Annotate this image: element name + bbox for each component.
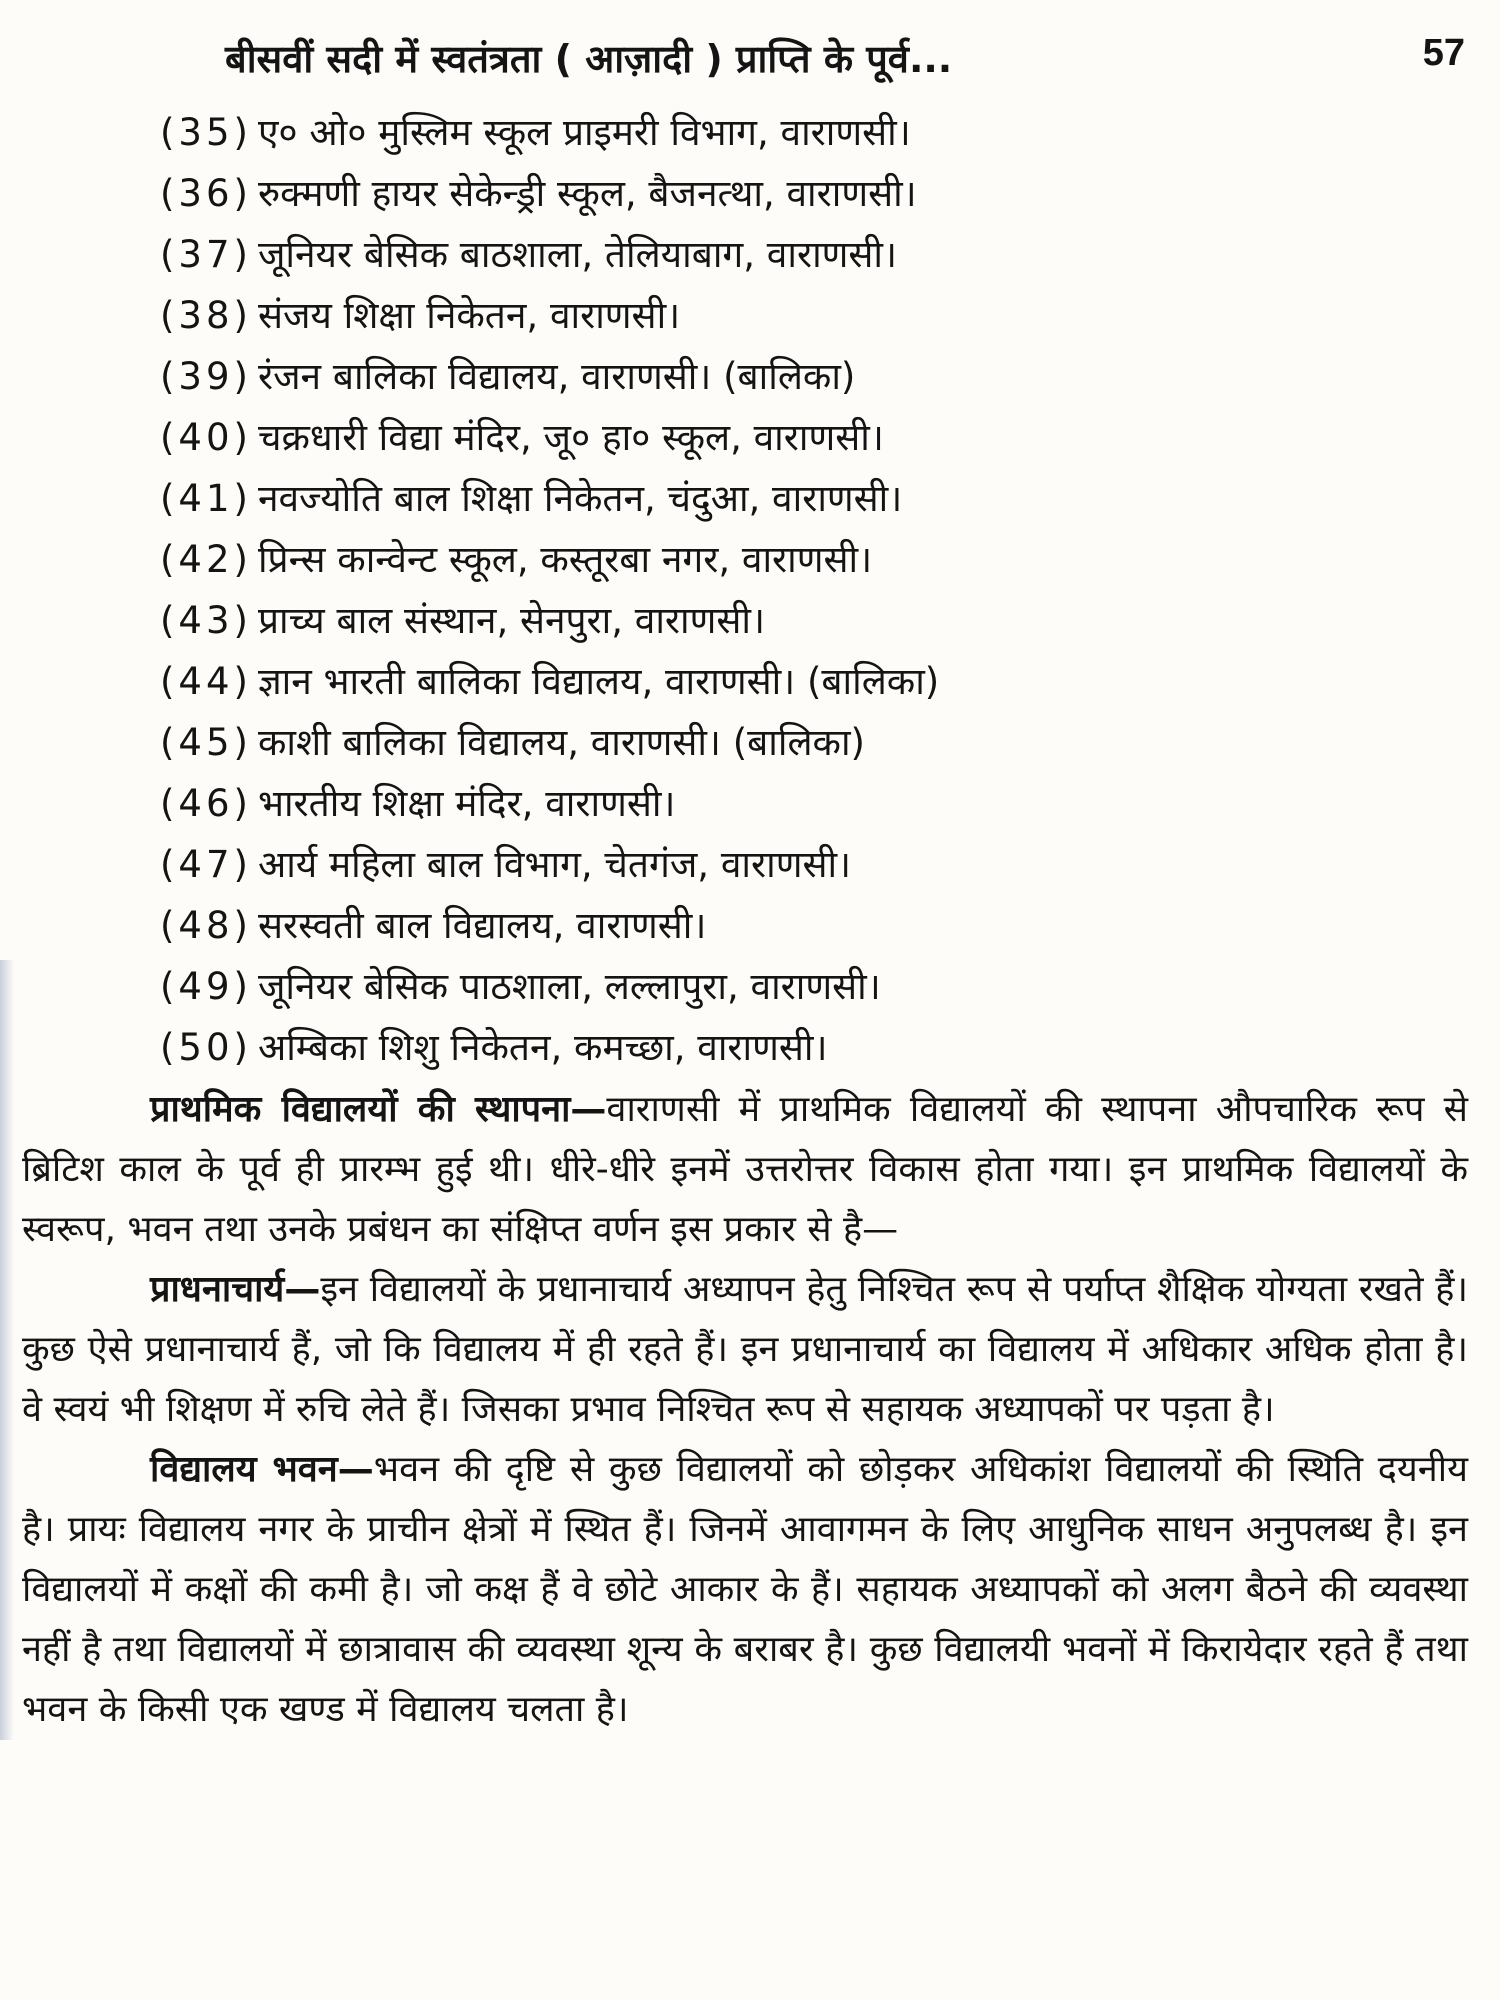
item-number: (43): [160, 599, 252, 642]
item-number: (42): [160, 538, 252, 581]
item-number: (41): [160, 477, 252, 520]
school-item: [160, 346, 1400, 407]
item-text: नवज्योति बाल शिक्षा निकेतन, चंदुआ, वाराणसी।: [257, 477, 903, 520]
school-list: [160, 102, 1400, 1078]
school-item: [160, 468, 1400, 529]
paragraph-school-building: [22, 1440, 1468, 1740]
school-item: [160, 712, 1400, 773]
item-text: भारतीय शिक्षा मंदिर, वाराणसी।: [257, 782, 676, 825]
item-text: जूनियर बेसिक पाठशाला, लल्लापुरा, वाराणसी।: [257, 965, 881, 1008]
body-text: [22, 1080, 1468, 1740]
item-text: ए० ओ० मुस्लिम स्कूल प्राइमरी विभाग, वाराणसी।: [257, 111, 911, 154]
school-item: [160, 590, 1400, 651]
item-text: संजय शिक्षा निकेतन, वाराणसी।: [257, 294, 681, 337]
running-header: [225, 32, 1465, 92]
school-item: [160, 895, 1400, 956]
paragraph-heading: विद्यालय भवन—: [150, 1449, 374, 1490]
school-item: [160, 834, 1400, 895]
school-item: [160, 163, 1400, 224]
item-text: काशी बालिका विद्यालय, वाराणसी। (बालिका): [257, 721, 865, 764]
school-item: [160, 1017, 1400, 1078]
item-text: सरस्वती बाल विद्यालय, वाराणसी।: [257, 904, 707, 947]
item-number: (49): [160, 965, 252, 1008]
item-text: रंजन बालिका विद्यालय, वाराणसी। (बालिका): [257, 355, 856, 398]
school-item: [160, 285, 1400, 346]
item-number: (35): [160, 111, 252, 154]
item-number: (46): [160, 782, 252, 825]
item-number: (48): [160, 904, 252, 947]
paragraph-primary-schools: [22, 1080, 1468, 1260]
item-number: (47): [160, 843, 252, 886]
item-number: (40): [160, 416, 252, 459]
item-number: (50): [160, 1026, 252, 1069]
item-text: जूनियर बेसिक बाठशाला, तेलियाबाग, वाराणसी।: [257, 233, 898, 276]
item-number: (45): [160, 721, 252, 764]
paragraph-heading: प्राधनाचार्य—: [150, 1269, 321, 1310]
paragraph-text: वाराणसी में प्राथमिक विद्यालयों की स्थापना औपचारिक रूप से ब्रिटिश काल के पूर्व ही प्रारम्भ हुई थी। धीरे-धीरे इनमें उत्तरोत्तर विकास होता गया। इन प्राथमिक विद्यालयों के स्वरूप, भवन तथा उनके प्रबंधन का संक्षिप्त वर्णन इस प्रकार से है—: [22, 1089, 1468, 1250]
running-title: बीसवीं सदी में स्वतंत्रता ( आज़ादी ) प्राप्ति के पूर्व...: [225, 37, 953, 81]
item-number: (36): [160, 172, 252, 215]
paragraph-text: भवन की दृष्टि से कुछ विद्यालयों को छोड़कर अधिकांश विद्यालयों की स्थिति दयनीय है। प्रायः विद्यालय नगर के प्राचीन क्षेत्रों में स्थित हैं। जिनमें आवागमन के लिए आधुनिक साधन अनुपलब्ध है। इन विद्यालयों में कक्षों की कमी है। जो कक्ष हैं वे छोटे आकार के हैं। सहायक अध्यापकों को अलग बैठने की व्यवस्था नहीं है तथा विद्यालयों में छात्रावास की व्यवस्था शून्य के बराबर है। कुछ विद्यालयी भवनों में किरायेदार रहते हैं तथा भवन के किसी एक खण्ड में विद्यालय चलता है।: [22, 1449, 1468, 1730]
item-text: ज्ञान भारती बालिका विद्यालय, वाराणसी। (बालिका): [257, 660, 940, 703]
school-item: [160, 224, 1400, 285]
item-text: अम्बिका शिशु निकेतन, कमच्छा, वाराणसी।: [257, 1026, 828, 1069]
item-number: (39): [160, 355, 252, 398]
school-item: [160, 529, 1400, 590]
paragraph-text: इन विद्यालयों के प्रधानाचार्य अध्यापन हेतु निश्चित रूप से पर्याप्त शैक्षिक योग्यता रखते हैं। कुछ ऐसे प्रधानाचार्य हैं, जो कि विद्यालय में ही रहते हैं। इन प्रधानाचार्य का विद्यालय में अधिकार अधिक होता है। वे स्वयं भी शिक्षण में रुचि लेते हैं। जिसका प्रभाव निश्चित रूप से सहायक अध्यापकों पर पड़ता है।: [22, 1269, 1468, 1430]
item-text: प्रिन्स कान्वेन्ट स्कूल, कस्तूरबा नगर, वाराणसी।: [257, 538, 873, 581]
item-number: (44): [160, 660, 252, 703]
page-number: 57: [1422, 32, 1465, 74]
item-text: आर्य महिला बाल विभाग, चेतगंज, वाराणसी।: [257, 843, 852, 886]
item-text: प्राच्य बाल संस्थान, सेनपुरा, वाराणसी।: [257, 599, 766, 642]
item-number: (37): [160, 233, 252, 276]
school-item: [160, 102, 1400, 163]
paragraph-heading: प्राथमिक विद्यालयों की स्थापना—: [150, 1089, 607, 1130]
school-item: [160, 773, 1400, 834]
scan-shadow: [0, 960, 14, 1740]
item-text: रुक्मणी हायर सेकेन्ड्री स्कूल, बैजनत्था, वाराणसी।: [257, 172, 917, 215]
school-item: [160, 407, 1400, 468]
item-number: (38): [160, 294, 252, 337]
item-text: चक्रधारी विद्या मंदिर, जू० हा० स्कूल, वाराणसी।: [257, 416, 884, 459]
school-item: [160, 651, 1400, 712]
paragraph-principal: [22, 1260, 1468, 1440]
school-item: [160, 956, 1400, 1017]
